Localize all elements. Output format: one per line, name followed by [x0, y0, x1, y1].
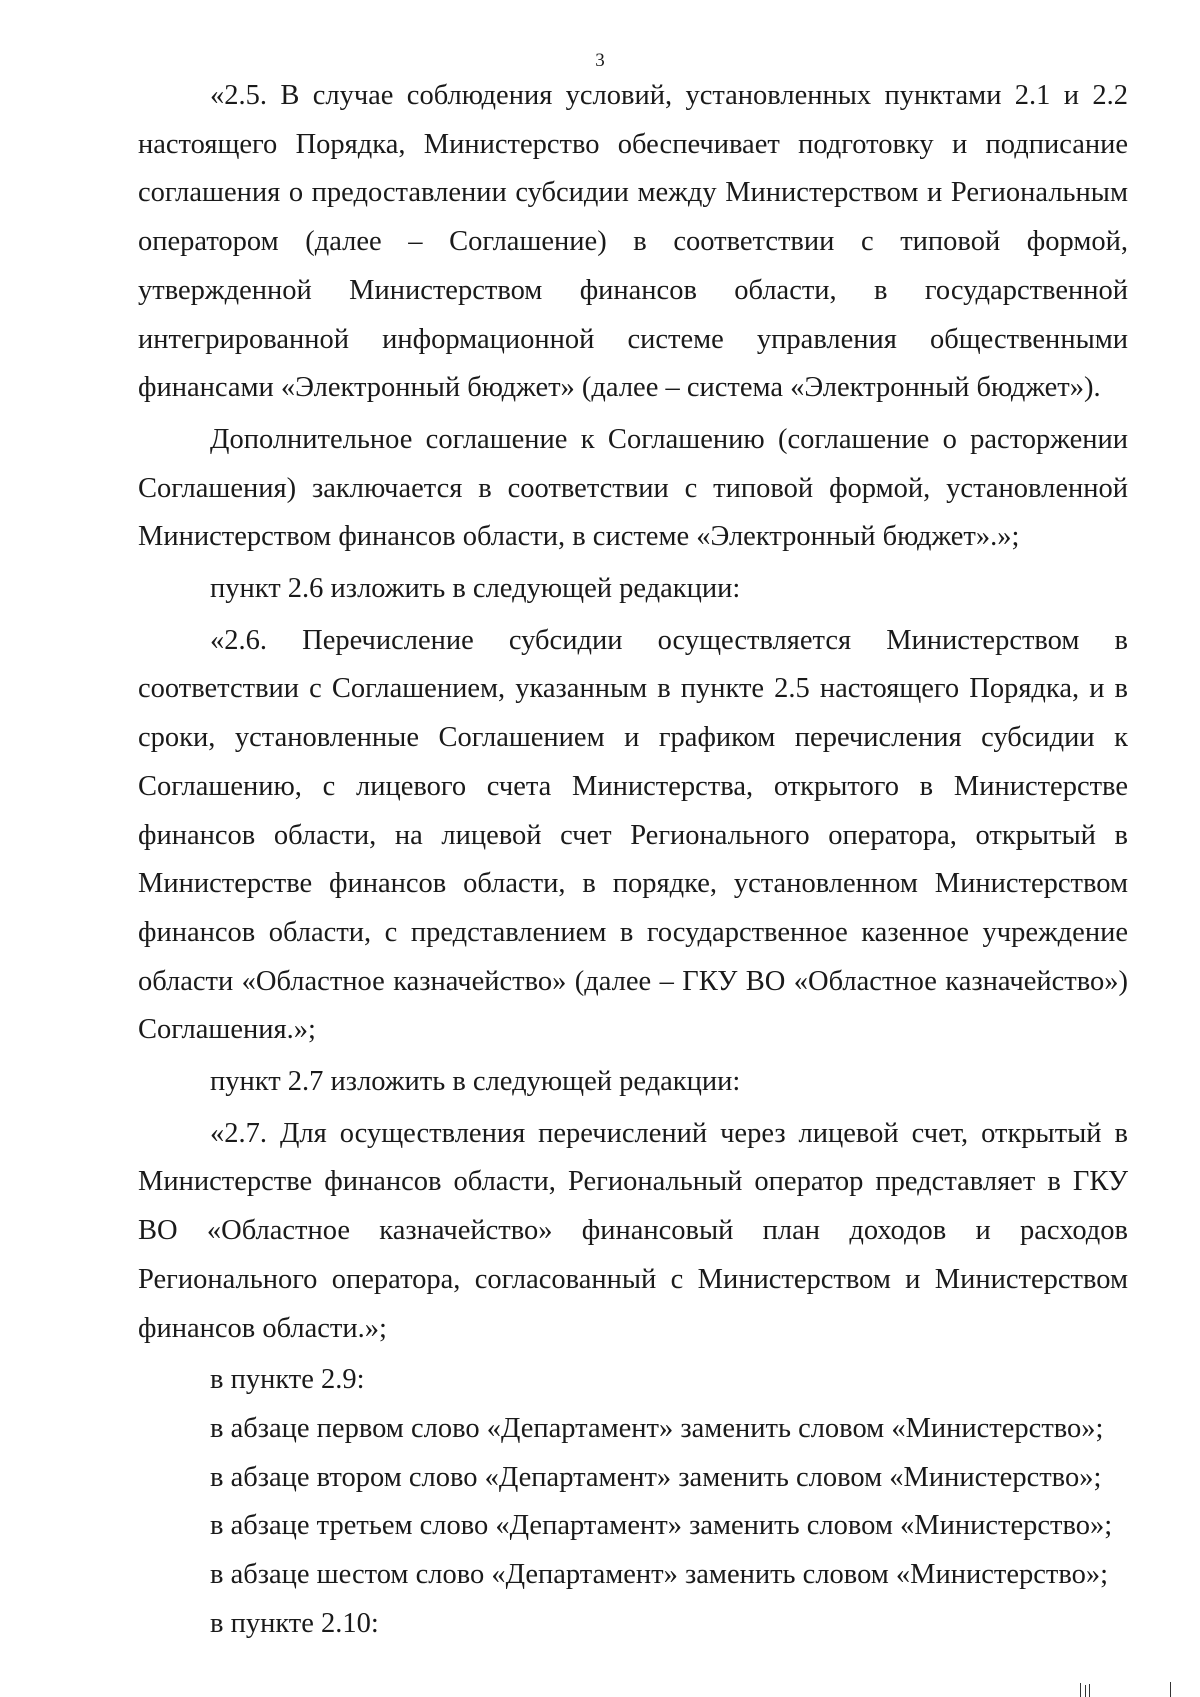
paragraph-additional-agreement: Дополнительное соглашение к Соглашению (соглашение о расторжении Соглашения) заключается в соответствии с типовой формой, установленной Министерством финансов области, в системе «Электронный бюджет».»; — [138, 423, 1128, 553]
scan-mark — [1085, 1685, 1086, 1697]
paragraph-point-2-7-intro: пункт 2.7 изложить в следующей редакции: — [210, 1066, 741, 1098]
scan-mark — [1080, 1683, 1081, 1697]
paragraph-point-2-10-intro: в пункте 2.10: — [210, 1607, 379, 1639]
paragraph-2-9-first: в абзаце первом слово «Департамент» заменить словом «Министерство»; — [210, 1412, 1104, 1444]
paragraph-point-2-6-intro: пункт 2.6 изложить в следующей редакции: — [210, 573, 741, 605]
paragraph-2-9-third: в абзаце третьем слово «Департамент» заменить словом «Министерство»; — [210, 1510, 1113, 1542]
paragraph-2-7: «2.7. Для осуществления перечислений через лицевой счет, открытый в Министерстве финансов области, Региональный оператор представляет в ГКУ ВО «Областное казначейство» финансовый план доходов и расходов Регионального оператора, согласованный с Министерством и Министерством финансов области.»; — [138, 1117, 1128, 1344]
paragraph-2-9-sixth: в абзаце шестом слово «Департамент» заменить словом «Министерство»; — [210, 1559, 1109, 1591]
paragraph-2-9-second: в абзаце втором слово «Департамент» заменить словом «Министерство»; — [210, 1461, 1102, 1493]
page-number: 3 — [595, 50, 605, 71]
scan-mark — [1089, 1684, 1090, 1697]
paragraph-point-2-9-intro: в пункте 2.9: — [210, 1364, 365, 1396]
paragraph-2-5: «2.5. В случае соблюдения условий, установленных пунктами 2.1 и 2.2 настоящего Порядка, Министерство обеспечивает подготовку и подписание соглашения о предоставлении субсидии между Министерством и Региональным оператором (далее – Соглашение) в соответствии с типовой формой, утвержденной Министерством финансов области, в государственной интегрированной информационной системе управления общественными финансами «Электронный бюджет» (далее – система «Электронный бюджет»). — [138, 80, 1128, 404]
scan-mark — [1170, 1682, 1171, 1697]
document-body — [138, 72, 1128, 1649]
paragraph-2-6: «2.6. Перечисление субсидии осуществляется Министерством в соответствии с Соглашением, указанным в пункте 2.5 настоящего Порядка, и в сроки, установленные Соглашением и графиком перечисления субсидии к Соглашению, с лицевого счета Министерства, открытого в Министерстве финансов области, на лицевой счет Регионального оператора, открытый в Министерстве финансов области, в порядке, установленном Министерством финансов области, с представлением в государственное казенное учреждение области «Областное казначейство» (далее – ГКУ ВО «Областное казначейство») Соглашения.»; — [138, 624, 1128, 1046]
